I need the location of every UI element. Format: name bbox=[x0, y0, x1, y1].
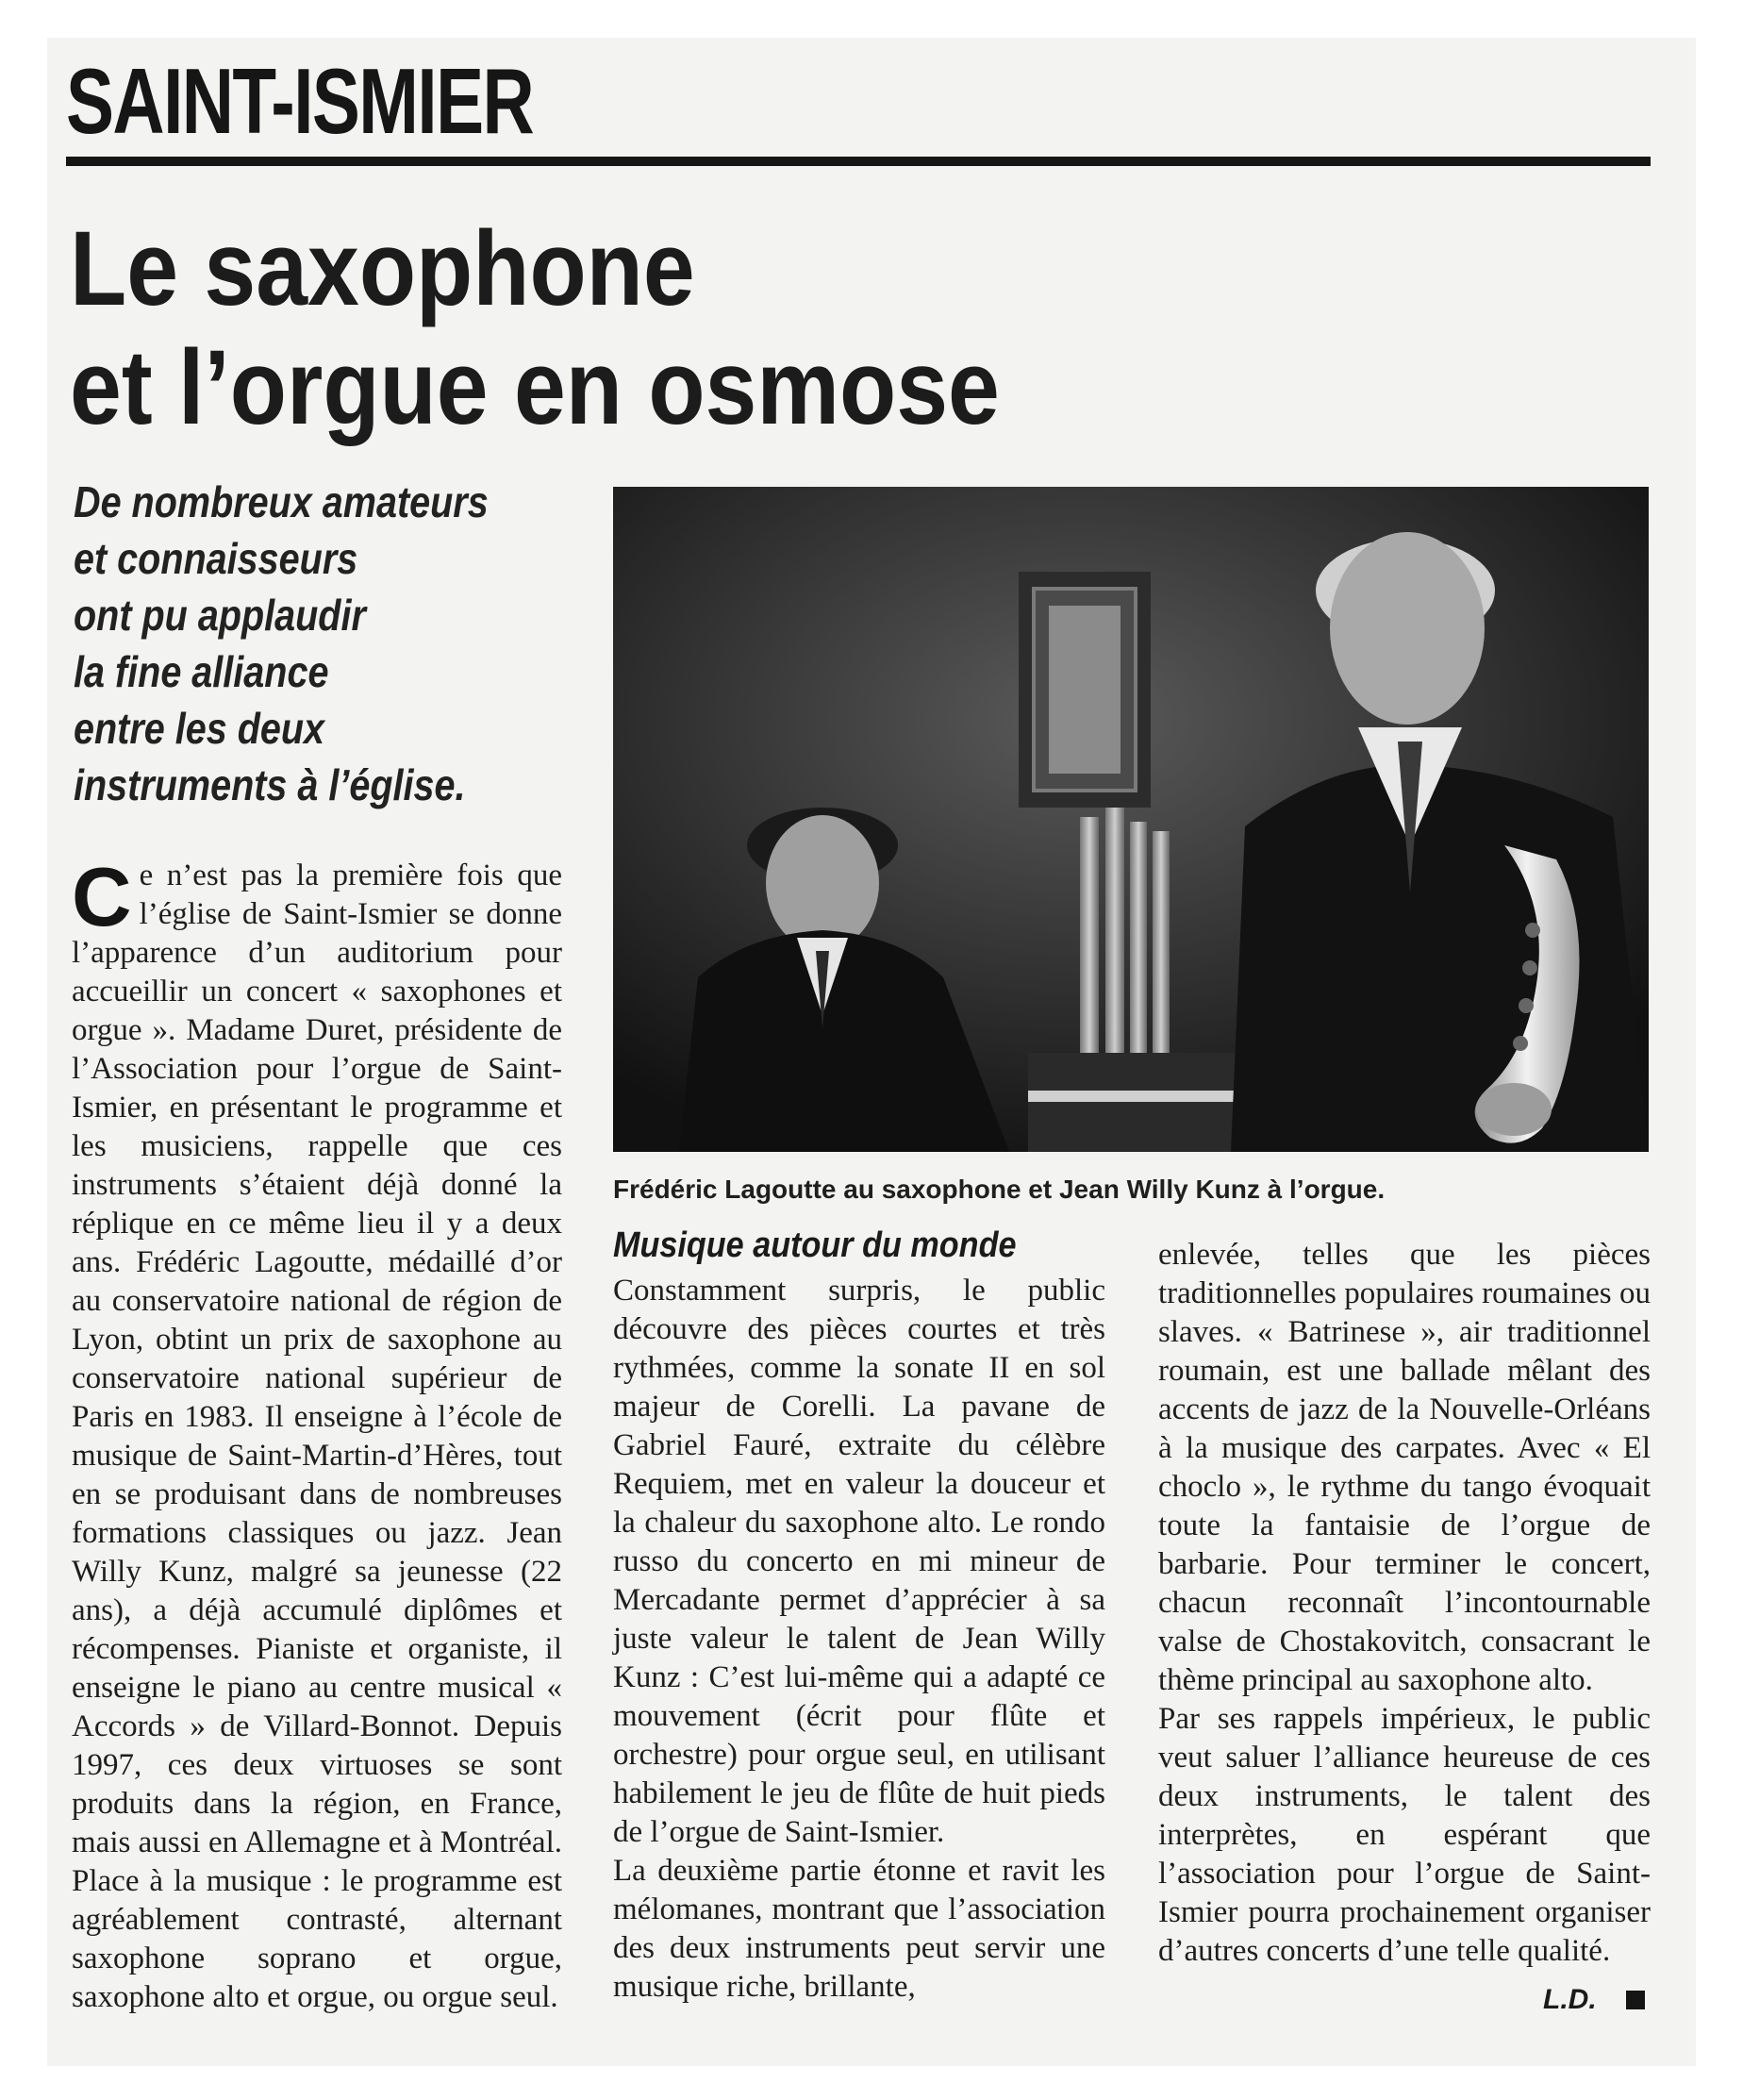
photo-caption: Frédéric Lagoutte au saxophone et Jean Willy Kunz à l’orgue. bbox=[613, 1175, 1386, 1204]
standfirst-line: De nombreux amateurs bbox=[74, 477, 489, 526]
drop-cap: C bbox=[72, 850, 132, 943]
article-paragraph: Par ses rappels impérieux, le public veut saluer l’alliance heureuse de ces deux instruments, le talent des interprètes, en espérant que l’association pour l’orgue de Saint-Ismier pourra prochainement organiser d’autres concerts d’une telle qualité. bbox=[1158, 1702, 1651, 1968]
headline-line-2: et l’orgue en osmose bbox=[70, 328, 1000, 446]
section-divider bbox=[66, 157, 1651, 166]
standfirst-line: ont pu applaudir bbox=[74, 591, 366, 640]
author-signature: L.D. bbox=[1543, 1984, 1597, 2015]
article-paragraph: enlevée, telles que les pièces traditionnelles populaires roumaines ou slaves. « Batrinese », air traditionnel roumain, est une ballade mêlant des accents de jazz de la Nouvelle-Orléans à la musique des carpates. Avec « El choclo », le rythme du tango évoquait toute la fantaisie de l’orgue de barbarie. Pour terminer le concert, chacun reconnaît l’incontournable valse de Chostakovitch, consacrant le thème principal au saxophone alto. bbox=[1158, 1238, 1651, 1697]
article-paragraph bbox=[72, 850, 562, 2017]
standfirst-line: la fine alliance bbox=[74, 647, 329, 696]
article-paragraph: Constamment surpris, le public découvre des pièces courtes et très rythmées, comme la sonate II en sol majeur de Corelli. La pavane de Gabriel Fauré, extraite du célèbre Requiem, met en valeur la douceur et la chaleur du saxophone alto. Le rondo russo du concerto en mi mineur de Mercadante permet d’apprécier à sa juste valeur le talent de Jean Willy Kunz : C’est lui-même qui a adapté ce mouvement (écrit pour flûte et orchestre) pour orgue seul, en utilisant habilement le jeu de flûte de huit pieds de l’orgue de Saint-Ismier. bbox=[613, 1274, 1105, 1849]
article-column-1 bbox=[72, 850, 562, 2017]
standfirst bbox=[74, 474, 528, 813]
standfirst-line: et connaisseurs bbox=[74, 534, 358, 583]
concert-photo bbox=[613, 487, 1649, 1152]
end-of-article-mark bbox=[1626, 1991, 1645, 2009]
standfirst-line: instruments à l’église. bbox=[74, 760, 466, 809]
headline-line-1: Le saxophone bbox=[70, 209, 695, 327]
article-column-2 bbox=[613, 1272, 1105, 2007]
headline bbox=[70, 209, 1000, 447]
article-paragraph: La deuxième partie étonne et ravit les mélomanes, montrant que l’association des deux instruments peut servir une musique riche, brillante, bbox=[613, 1854, 1105, 2004]
standfirst-line: entre les deux bbox=[74, 704, 325, 753]
musicians-photo-illustration bbox=[613, 487, 1649, 1152]
article-column-3 bbox=[1158, 1236, 1651, 1971]
article-text: e n’est pas la première fois que l’église de Saint-Ismier se donne l’apparence d’un auditorium pour accueillir un concert « saxophones et orgue ». Madame Duret, présidente de l’Association pour l’orgue de Saint-Ismier, en présentant le programme et les musiciens, rappelle que ces instruments s’étaient déjà donné la réplique en ce même lieu il y a deux ans. Frédéric Lagoutte, médaillé d’or au conservatoire national de région de Lyon, obtint un prix de saxophone au conservatoire national supérieur de Paris en 1983. Il enseigne à l’école de musique de Saint-Martin-d’Hères, tout en se produisant dans de nombreuses formations classiques ou jazz. Jean Willy Kunz, malgré sa jeunesse (22 ans), a déjà accumulé diplômes et récompenses. Pianiste et organiste, il enseigne le piano au centre musical « Accords » de Villard-Bonnot. Depuis 1997, ces deux virtuoses se sont produits dans la région, en France, mais aussi en Allemagne et à Montréal. Place à la musique : le programme est agréablement contrasté, alternant saxophone soprano et orgue, saxophone alto et orgue, ou orgue seul. bbox=[72, 858, 562, 2014]
section-title: SAINT-ISMIER bbox=[66, 49, 534, 153]
subheading: Musique autour du monde bbox=[613, 1225, 1017, 1265]
